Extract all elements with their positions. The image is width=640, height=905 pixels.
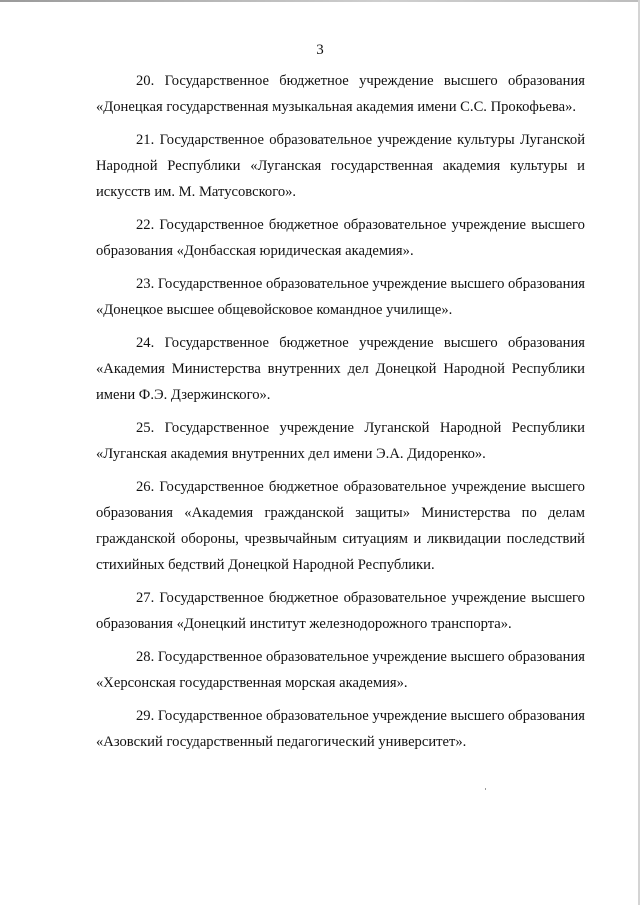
list-item <box>96 212 585 264</box>
item-number: 23. <box>136 276 155 292</box>
item-text: Государственное образовательное учреждение высшего образования «Херсонская государственная морская академия». <box>96 649 585 691</box>
list-item <box>96 703 585 755</box>
item-number: 25. <box>136 420 155 436</box>
list-item <box>96 68 585 120</box>
item-number: 28. <box>136 649 155 665</box>
item-text: Государственное образовательное учреждение культуры Луганской Народной Республики «Луганская государственная академия культуры и искусств им. М. Матусовского». <box>96 132 586 200</box>
item-text: Государственное бюджетное учреждение высшего образования «Донецкая государственная музыкальная академия имени С.С. Прокофьева». <box>96 73 585 115</box>
list-item <box>96 644 585 696</box>
list-item <box>96 330 585 408</box>
institution-list <box>96 68 585 762</box>
item-number: 20. <box>136 73 155 89</box>
list-item <box>96 585 585 637</box>
item-text: Государственное образовательное учреждение высшего образования «Донецкое высшее общевойсковое командное училище». <box>96 276 585 318</box>
item-text: Государственное образовательное учреждение высшего образования «Азовский государственный педагогический университет». <box>96 708 585 750</box>
item-number: 21. <box>136 132 155 148</box>
item-text: Государственное бюджетное учреждение высшего образования «Академия Министерства внутренних дел Донецкой Народной Республики имени Ф.Э. Дзержинского». <box>96 335 585 403</box>
page-number: 3 <box>316 42 324 58</box>
list-item <box>96 474 585 578</box>
item-number: 22. <box>136 217 155 233</box>
item-number: 29. <box>136 708 155 724</box>
item-number: 24. <box>136 335 155 351</box>
item-number: 26. <box>136 479 155 495</box>
item-text: Государственное бюджетное образовательное учреждение высшего образования «Донбасская юридическая академия». <box>96 217 585 259</box>
scan-speck <box>485 788 486 790</box>
item-number: 27. <box>136 590 155 606</box>
item-text: Государственное учреждение Луганской Народной Республики «Луганская академия внутренних дел имени Э.А. Дидоренко». <box>96 420 585 462</box>
list-item <box>96 271 585 323</box>
item-text: Государственное бюджетное образовательное учреждение высшего образования «Академия гражданской защиты» Министерства по делам гражданской обороны, чрезвычайным ситуациям и ликвидации последствий стихийных бедствий Донецкой Народной Республики. <box>96 479 585 573</box>
list-item <box>96 127 585 205</box>
item-text: Государственное бюджетное образовательное учреждение высшего образования «Донецкий институт железнодорожного транспорта». <box>96 590 585 632</box>
list-item <box>96 415 585 467</box>
scan-top-edge <box>0 0 640 2</box>
